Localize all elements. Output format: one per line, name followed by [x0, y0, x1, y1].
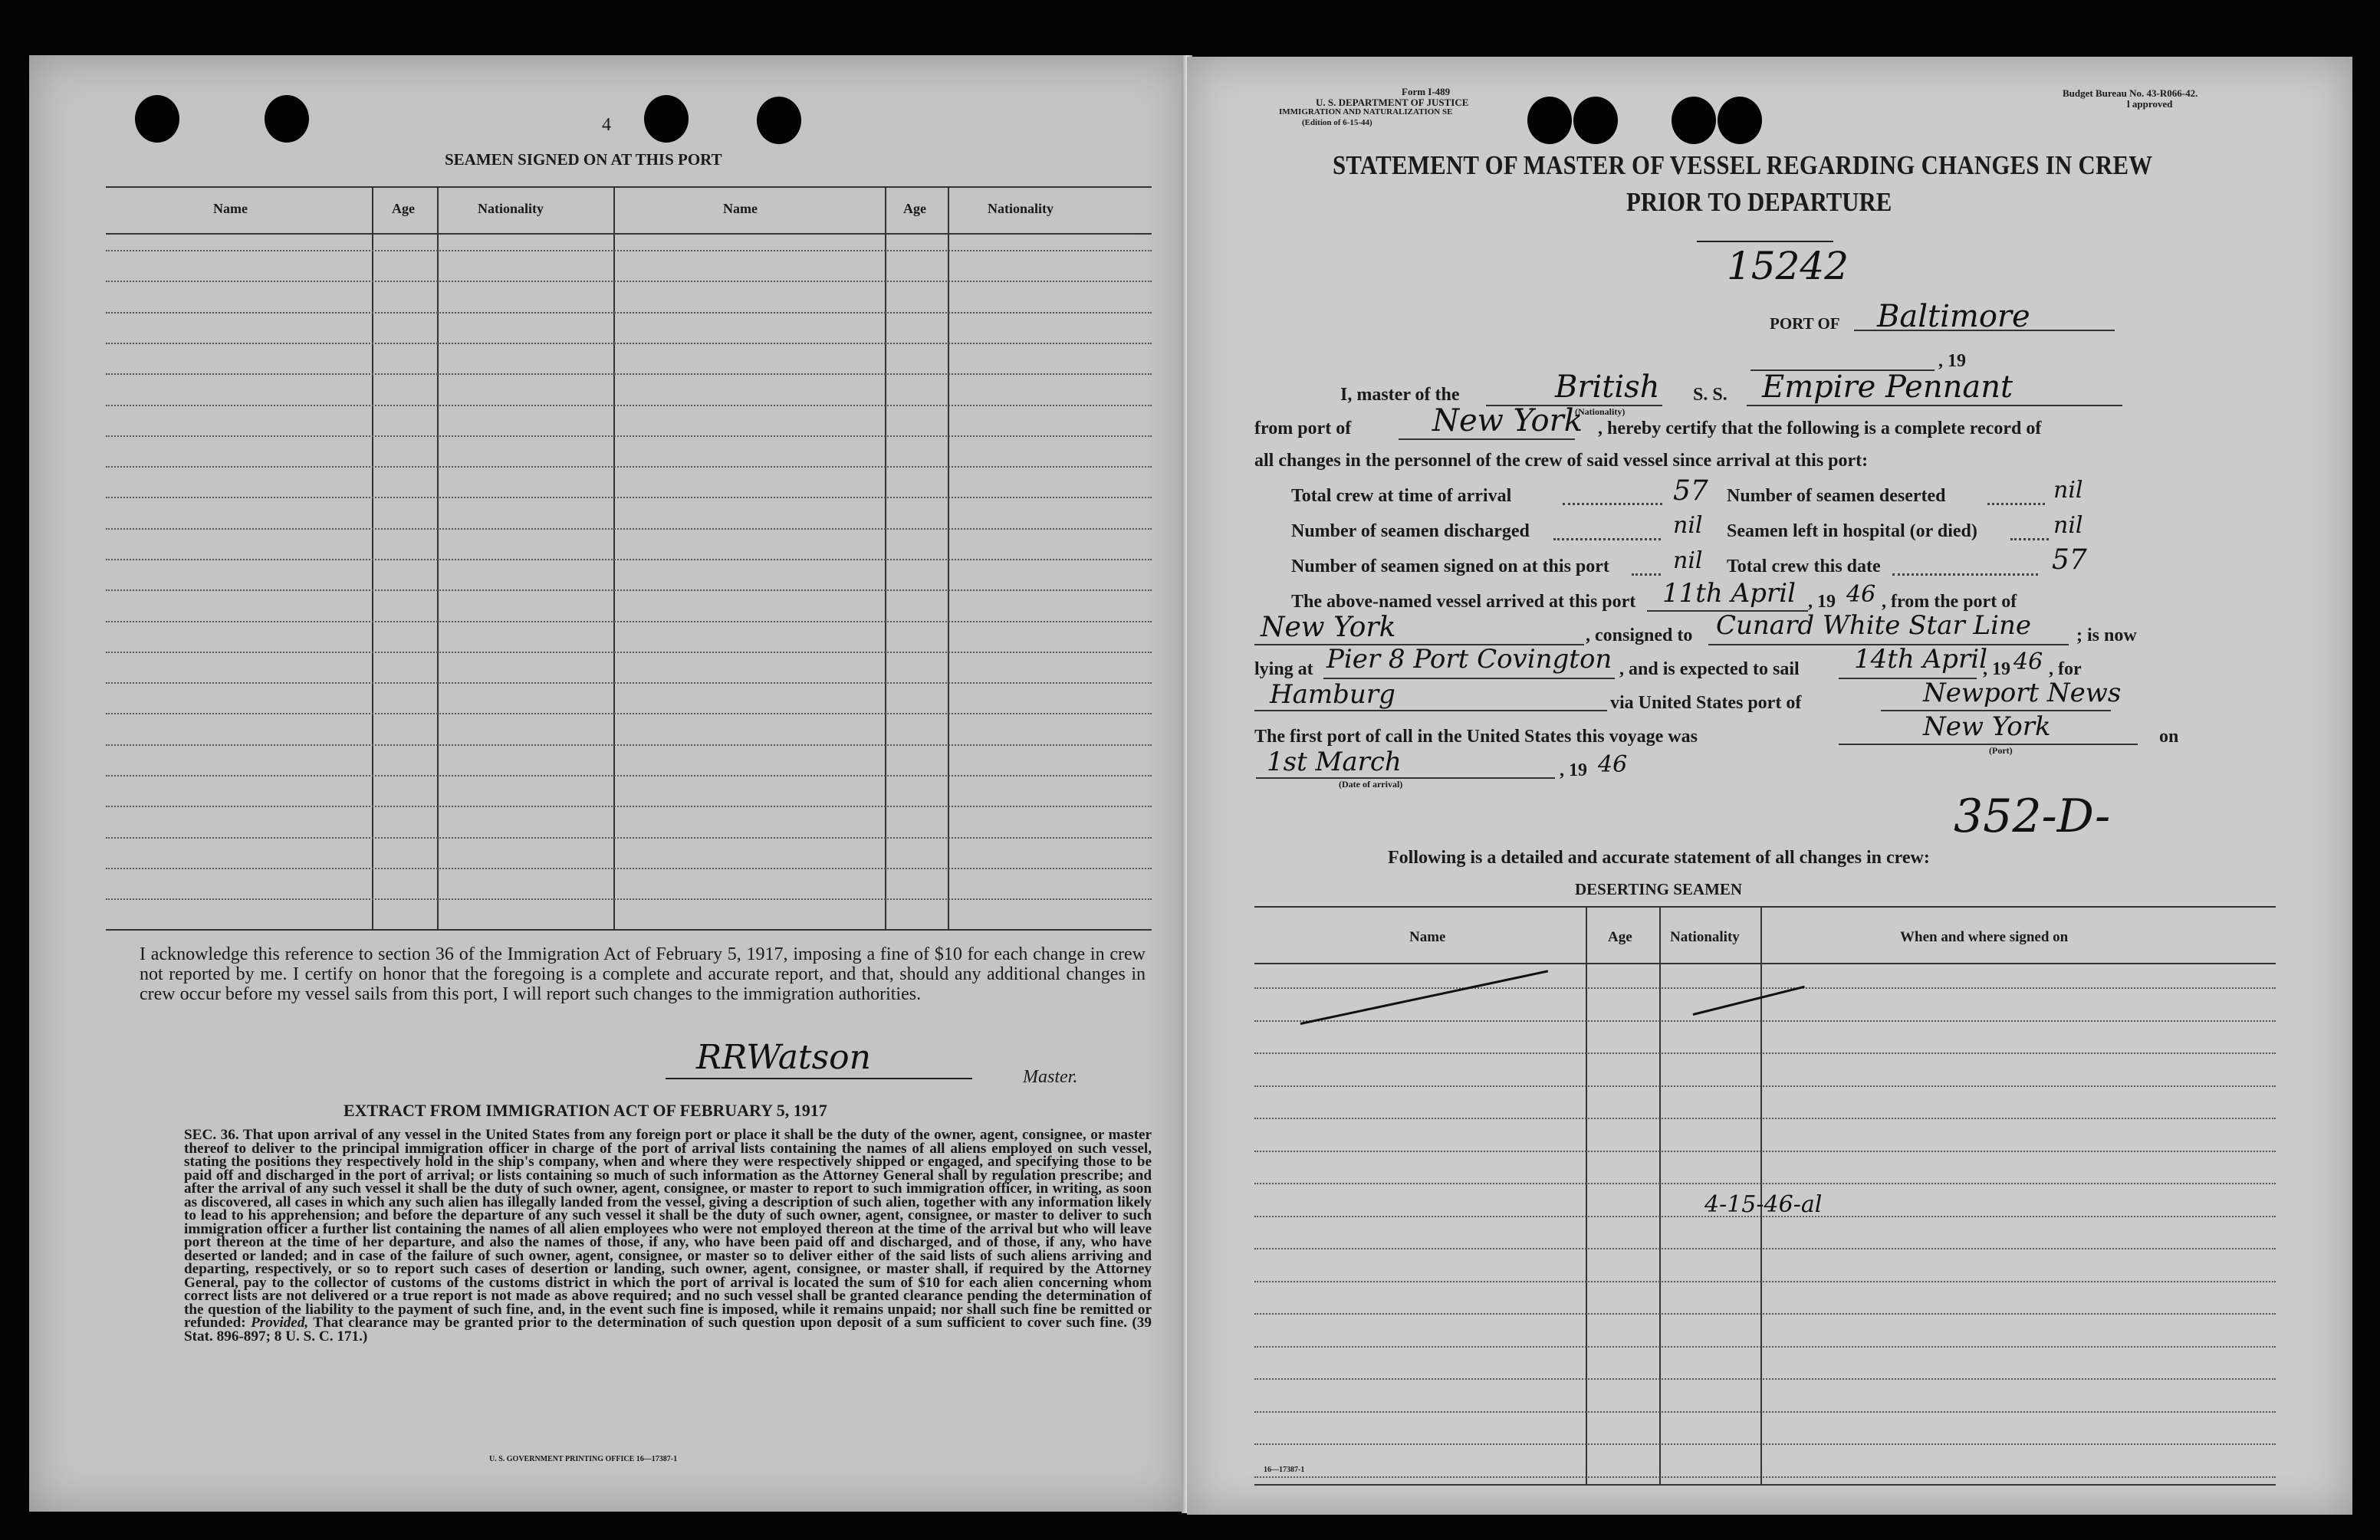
ss-label: S. S.: [1693, 385, 1727, 405]
table-header-border: [106, 233, 1152, 235]
arrival-year-label: , 19: [1560, 760, 1587, 780]
hospital-label: Seamen left in hospital (or died): [1727, 521, 1977, 541]
col-header-nationality: Nationality: [478, 201, 544, 216]
port-of-label: PORT OF: [1770, 314, 1840, 333]
printer-imprint: U. S. GOVERNMENT PRINTING OFFICE 16—17387-1: [489, 1455, 678, 1463]
table-row: [106, 868, 1152, 869]
via-value: Newport News: [1923, 678, 2122, 708]
table-row: [106, 343, 1152, 344]
table-row: [106, 435, 1152, 437]
service: IMMIGRATION AND NATURALIZATION SE: [1279, 107, 1453, 117]
master-of-label: I, master of the: [1340, 385, 1460, 405]
strike-mark: [1300, 970, 1548, 1025]
file-number: 15242: [1727, 244, 1849, 288]
ship-name-value: Empire Pennant: [1762, 369, 2013, 405]
table-row: [1254, 1313, 2276, 1315]
total-date-label: Total crew this date: [1727, 557, 1881, 576]
col-divider: [1659, 906, 1661, 1485]
table-header-border: [1254, 963, 2276, 964]
expected-value: 14th April: [1854, 644, 1987, 675]
extract-title: EXTRACT FROM IMMIGRATION ACT OF FEBRUARY 5, 1917: [344, 1101, 827, 1120]
table-row: [1254, 1183, 2276, 1184]
table-row: [106, 898, 1152, 900]
form-id: Form I-489: [1402, 86, 1451, 97]
signature-line: [666, 1078, 972, 1079]
deserting-table-top: [1254, 906, 2276, 908]
binder-hole: [1573, 97, 1618, 144]
col-divider: [1586, 906, 1587, 1485]
deserting-col-age: Age: [1608, 929, 1632, 945]
form-title-line-2: PRIOR TO DEPARTURE: [1626, 187, 1892, 217]
deserting-note: 4-15-46-al: [1704, 1191, 1823, 1218]
table-row: [1254, 1346, 2276, 1348]
from-port-label: from port of: [1254, 419, 1352, 438]
extract-proviso: That clearance may be granted prior to the determination of such question upon deposit of a sum sufficient to cover such fine. (39 Stat. 896-897; 8 U. S. C. 171.): [184, 1315, 1152, 1345]
table-row: [106, 466, 1152, 468]
table-row: [106, 373, 1152, 375]
col-header-name: Name: [213, 201, 248, 216]
from-port-value: New York: [1432, 403, 1583, 438]
deserting-col-nationality: Nationality: [1670, 929, 1740, 945]
title-underline: [1697, 241, 1833, 242]
nationality-caption: (Nationality): [1575, 406, 1626, 417]
table-row: [1254, 1281, 2276, 1282]
table-bottom-border: [106, 929, 1152, 931]
table-top-border: [106, 186, 1152, 188]
extract-proviso-label: Provided,: [251, 1315, 309, 1331]
arrival-year-value: 46: [1598, 751, 1628, 778]
page-number: 4: [602, 115, 611, 135]
table-row: [106, 589, 1152, 591]
table-row: [1254, 1248, 2276, 1249]
destination-line: [1254, 710, 1607, 711]
left-page: [29, 55, 1187, 1512]
arrived-value: 11th April: [1662, 578, 1796, 609]
expected-year-label: , 19: [1983, 659, 2010, 679]
destination-value: Hamburg: [1270, 679, 1395, 710]
deserting-table-bottom: [1254, 1484, 2276, 1486]
table-row: [106, 744, 1152, 746]
certify-text: , hereby certify that the following is a complete record of: [1598, 419, 2042, 438]
lying-at-label: lying at: [1254, 659, 1313, 679]
binder-hole: [757, 97, 801, 144]
leader-dots: [1892, 573, 2038, 576]
binder-hole: [1672, 97, 1716, 144]
deserting-title: DESERTING SEAMEN: [1575, 880, 1743, 898]
master-signature: RRWatson: [696, 1038, 872, 1077]
table-row: [106, 682, 1152, 684]
from-port-line: [1399, 438, 1575, 440]
form-title-line-1: STATEMENT OF MASTER OF VESSEL REGARDING CHANGES IN CREW: [1333, 150, 2153, 180]
footer-code: 16—17387-1: [1264, 1466, 1305, 1474]
extract-body: SEC. 36. That upon arrival of any vessel in the United States from any foreign port or place it shall be the duty of the owner, agent, consignee, or master thereof to deliver to the principal immigration officer in charge of the port of arrival lists containing the names of all aliens employed on such vessel, stating the positions they respectively hold in the ship's company, when and where they were respectively shipped or engaged, and specifying those to be paid off and discharged in the port of arrival; or lists containing so much of such information as the Attorney General shall by regulation prescribe; and after the arrival of any such vessel it shall be the duty of such owner, agent, consignee, or master to report to such immigration officer, in writing, as soon as discovered, all cases in which any such alien has illegally landed from the vessel, giving a description of such alien, together with any information likely to lead to his apprehension; and before the departure of any such vessel it shall be the duty of such owner, agent, consignee, or master to deliver to such immigration officer a further list containing the names of all alien employees who were not employed thereon at the time of the arrival but who will leave port thereon at the time of her departure, and also the names of those, if any, who have been paid off and discharged, and of those, if any, who have deserted or landed; and in case of the failure of such owner, agent, consignee, or master so to deliver either of the said lists of such aliens arriving and departing, respectively, or so to report such cases of desertion or landing, such owner, agent, consignee, or master shall, if required by the Attorney General, pay to the collector of customs of the customs district in which the port of arrival is located the sum of $10 for each alien concerning whom correct lists are not delivered or a true report is not made as above required; and no such vessel shall be granted clearance pending the determination of the question of the liability to the payment of such fine, and, in the event such fine is imposed, while it remains unpaid; nor shall such fine be remitted or refunded:: [184, 1127, 1152, 1331]
acknowledgment-text: I acknowledge this reference to section 36 of the Immigration Act of February 5, 1917, imposing a fine of $10 for each change in crew not reported by me. I certify on honor that the foregoing is a complete and accurate report, and that, should any additional changes in crew occur before my vessel sails from this port, I will report such changes to the immigration authorities.: [140, 944, 1146, 1004]
table-row: [1254, 1085, 2276, 1087]
table-row: [1254, 1151, 2276, 1152]
for-label: , for: [2049, 659, 2082, 679]
deserted-value: nil: [2053, 477, 2083, 504]
binder-hole: [265, 95, 309, 143]
budget-bureau: Budget Bureau No. 43-R066-42.: [2063, 87, 2198, 99]
extract-text: [184, 1128, 1152, 1343]
table-row: [106, 281, 1152, 282]
leader-dots: [1987, 503, 2045, 505]
total-date-value: 57: [2052, 544, 2087, 576]
table-row: [106, 528, 1152, 530]
deserting-col-signed-on: When and where signed on: [1900, 929, 2069, 945]
master-label: Master.: [1023, 1067, 1078, 1087]
arrival-date-line: [1256, 777, 1555, 779]
table-row: [1254, 1020, 2276, 1022]
binder-hole: [644, 95, 689, 143]
total-arrival-label: Total crew at time of arrival: [1291, 486, 1512, 506]
arrived-year-label: , 19: [1808, 592, 1836, 612]
port-line: [1854, 330, 2115, 331]
table-row: [106, 775, 1152, 777]
col-header-nationality: Nationality: [988, 201, 1054, 216]
leader-dots: [1563, 503, 1662, 505]
table-row: [1254, 1443, 2276, 1445]
table-row: [1254, 1378, 2276, 1380]
nationality-value: British: [1555, 369, 1660, 405]
table-row: [106, 652, 1152, 653]
col-header-age: Age: [903, 201, 926, 216]
leader-dots: [1553, 538, 1661, 540]
expected-label: , and is expected to sail: [1619, 659, 1800, 679]
binder-hole: [1527, 97, 1572, 144]
port-caption: (Port): [1989, 745, 2013, 756]
table-row: [1254, 1052, 2276, 1054]
date-caption: (Date of arrival): [1339, 779, 1403, 790]
table-row: [106, 250, 1152, 251]
seamen-signed-title: SEAMEN SIGNED ON AT THIS PORT: [445, 150, 722, 169]
department: U. S. DEPARTMENT OF JUSTICE: [1316, 97, 1469, 108]
ship-line: [1747, 405, 2122, 406]
edition: (Edition of 6-15-44): [1302, 118, 1372, 127]
table-row: [106, 713, 1152, 714]
col-divider: [372, 186, 373, 930]
col-header-age: Age: [392, 201, 415, 216]
arrived-label: The above-named vessel arrived at this port: [1291, 592, 1636, 612]
col-divider: [885, 186, 886, 930]
table-row: [106, 497, 1152, 498]
table-row: [106, 405, 1152, 406]
port-value: Baltimore: [1877, 299, 2030, 334]
first-port-label: The first port of call in the United States this voyage was: [1254, 727, 1698, 747]
table-row: [106, 559, 1152, 560]
on-label: on: [2159, 727, 2179, 747]
table-row: [1254, 1476, 2276, 1478]
binder-hole: [135, 95, 179, 143]
right-page: [1187, 57, 2352, 1515]
all-changes-text: all changes in the personnel of the crew of said vessel since arrival at this port:: [1254, 451, 1869, 471]
consigned-value: Cunard White Star Line: [1716, 610, 2031, 641]
table-row: [1254, 987, 2276, 989]
table-row: [106, 837, 1152, 839]
strike-mark: [1693, 986, 1805, 1016]
col-divider: [437, 186, 439, 930]
via-label: via United States port of: [1610, 693, 1802, 713]
from-the-port-label: , from the port of: [1882, 592, 2017, 612]
discharged-value: nil: [1673, 512, 1703, 539]
first-port-value: New York: [1923, 711, 2051, 742]
arrival-date-value: 1st March: [1267, 747, 1402, 777]
deserted-label: Number of seamen deserted: [1727, 486, 1946, 506]
year-prefix: , 19: [1938, 351, 1966, 371]
binder-hole: [1718, 97, 1762, 144]
is-now-label: ; is now: [2076, 626, 2137, 645]
stamp-number: 352-D-: [1954, 790, 2111, 843]
table-row: [1254, 1411, 2276, 1413]
hospital-value: nil: [2053, 512, 2083, 539]
approval: l approved: [2127, 98, 2173, 110]
expected-year-value: 46: [2013, 649, 2043, 675]
table-row: [106, 312, 1152, 314]
leader-dots: [2010, 538, 2049, 540]
arrived-year-value: 46: [1846, 581, 1876, 608]
table-row: [106, 806, 1152, 807]
first-port-line: [1839, 744, 2138, 745]
total-arrival-value: 57: [1673, 475, 1708, 507]
col-divider: [613, 186, 615, 930]
leader-dots: [1632, 573, 1661, 576]
consigned-label: , consigned to: [1586, 626, 1693, 645]
signed-on-label: Number of seamen signed on at this port: [1291, 557, 1609, 576]
from-the-port-value: New York: [1261, 612, 1396, 643]
col-header-name: Name: [723, 201, 758, 216]
table-row: [1254, 1118, 2276, 1119]
lying-at-value: Pier 8 Port Covington: [1326, 644, 1612, 675]
signed-on-value: nil: [1673, 547, 1703, 574]
discharged-label: Number of seamen discharged: [1291, 521, 1530, 541]
following-text: Following is a detailed and accurate statement of all changes in crew:: [1388, 848, 1930, 868]
table-row: [106, 621, 1152, 622]
col-divider: [948, 186, 949, 930]
deserting-col-name: Name: [1409, 929, 1446, 945]
